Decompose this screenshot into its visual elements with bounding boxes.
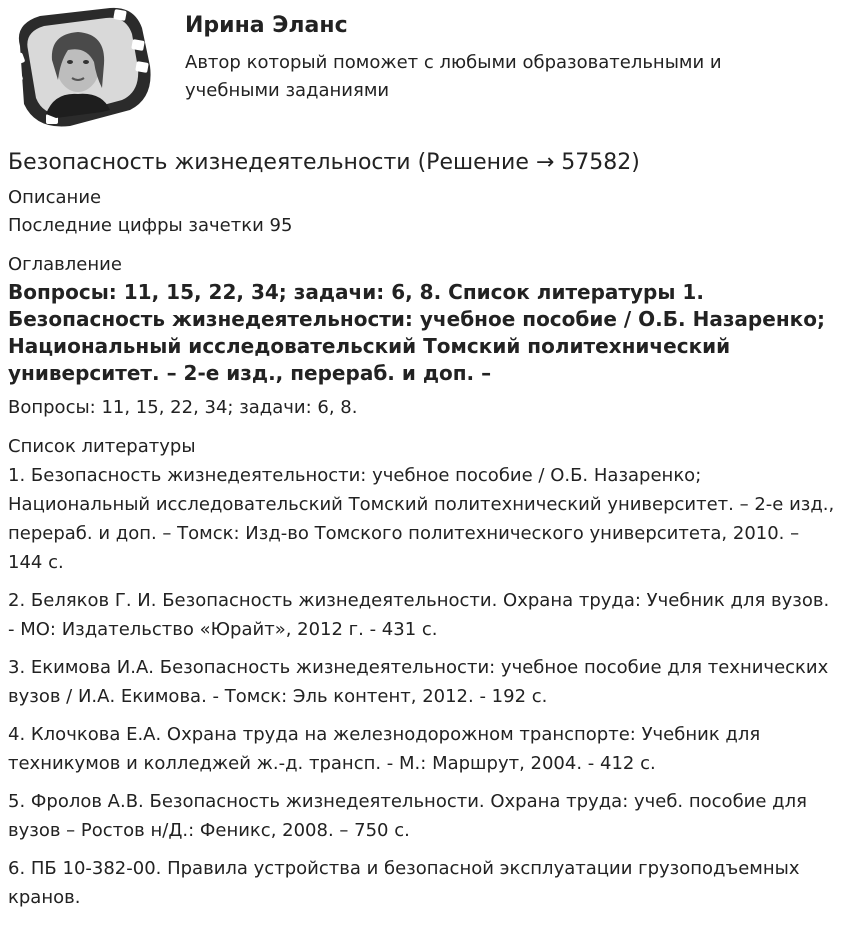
tasks-text: Вопросы: 11, 15, 22, 34; задачи: 6, 8. bbox=[8, 397, 358, 418]
reference-item: 1. Безопасность жизнедеятельности: учебное пособие / О.Б. Назаренко; Национальный исследовательский Томский политехнический университет. – 2-е изд., перераб. и доп. – Томск: Изд-во Томского политехнического университета, 2010. – 144 с. bbox=[8, 465, 835, 573]
author-card bbox=[0, 0, 847, 140]
toc-label: Оглавление bbox=[8, 254, 122, 275]
literature-label: Список литературы bbox=[8, 436, 196, 457]
reference-item: 3. Екимова И.А. Безопасность жизнедеятельности: учебное пособие для технических вузов / И.А. Екимова. - Томск: Эль контент, 2012. - 192 с. bbox=[8, 657, 829, 707]
description-text: Последние цифры зачетки 95 bbox=[8, 215, 293, 236]
author-avatar bbox=[6, 6, 154, 128]
author-name[interactable]: Ирина Эланс bbox=[185, 13, 348, 38]
reference-item: 6. ПБ 10-382-00. Правила устройства и безопасной эксплуатации грузоподъемных кранов. bbox=[8, 858, 800, 908]
document-title: Безопасность жизнедеятельности (Решение → 57582) bbox=[8, 150, 640, 175]
author-description: Автор который поможет с любыми образовательными и учебными заданиями bbox=[185, 52, 722, 101]
reference-item: 5. Фролов А.В. Безопасность жизнедеятельности. Охрана труда: учеб. пособие для вузов – Ростов н/Д.: Феникс, 2008. – 750 с. bbox=[8, 791, 807, 841]
reference-item: 4. Клочкова Е.А. Охрана труда на железнодорожном транспорте: Учебник для техникумов и колледжей ж.-д. трансп. - М.: Маршрут, 2004. - 412 с. bbox=[8, 724, 761, 774]
toc-text: Вопросы: 11, 15, 22, 34; задачи: 6, 8. Список литературы 1. Безопасность жизнедеятельности: учебное пособие / О.Б. Назаренко; Национальный исследовательский Томский политехнический университет. – 2-е изд., перераб. и доп. – bbox=[8, 280, 825, 385]
description-label: Описание bbox=[8, 187, 102, 208]
reference-item: 2. Беляков Г. И. Безопасность жизнедеятельности. Охрана труда: Учебник для вузов. - МО: Издательство «Юрайт», 2012 г. - 431 с. bbox=[8, 590, 830, 640]
document-content bbox=[8, 146, 838, 921]
